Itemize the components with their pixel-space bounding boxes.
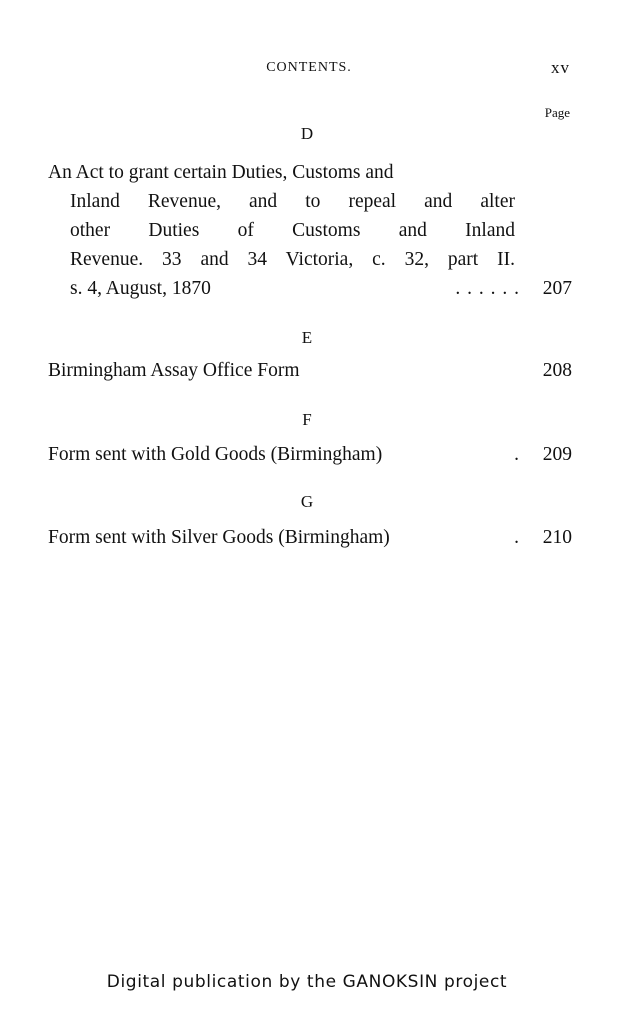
running-title: CONTENTS. bbox=[266, 60, 352, 75]
toc-entry-row bbox=[48, 440, 572, 469]
roman-page-number: xv bbox=[551, 58, 570, 77]
toc-entry-line: An Act to grant certain Duties, Customs and bbox=[48, 162, 394, 183]
toc-entry-line: s. 4, August, 1870 bbox=[70, 278, 211, 299]
dot-leader: . bbox=[514, 444, 520, 465]
dot-leader: . . . . . . bbox=[455, 278, 520, 299]
toc-entry-line: Revenue. 33 and 34 Victoria, c. 32, part II. bbox=[70, 249, 515, 270]
section-letter-g: G bbox=[300, 492, 314, 511]
toc-entry-line: other Duties of Customs and Inland bbox=[70, 220, 515, 241]
page-number: 207 bbox=[542, 278, 572, 299]
toc-entry-line: Birmingham Assay Office Form bbox=[48, 360, 300, 381]
page-column-label: Page bbox=[544, 105, 570, 120]
toc-entry-last-line bbox=[48, 274, 572, 303]
toc-entry-d bbox=[48, 158, 572, 303]
toc-entry-line: Form sent with Silver Goods (Birmingham) bbox=[48, 527, 390, 548]
running-head bbox=[0, 58, 628, 80]
footer-credit: Digital publication by the GANOKSIN project bbox=[106, 972, 508, 992]
section-letter-e: E bbox=[301, 328, 313, 347]
toc-entry-line: Form sent with Gold Goods (Birmingham) bbox=[48, 444, 383, 465]
toc-entry-row bbox=[48, 523, 572, 552]
toc-entry-row bbox=[48, 356, 572, 385]
section-letter-f: F bbox=[302, 410, 312, 429]
toc-entry-line: Inland Revenue, and to repeal and alter bbox=[70, 191, 515, 212]
toc-entry-f bbox=[48, 440, 572, 469]
page-number: 210 bbox=[542, 527, 572, 548]
page-number: 208 bbox=[542, 360, 572, 381]
section-letter-d: D bbox=[300, 124, 314, 143]
toc-entry-e bbox=[48, 356, 572, 385]
toc-entry-g bbox=[48, 523, 572, 552]
page-number: 209 bbox=[542, 444, 572, 465]
dot-leader: . bbox=[514, 527, 520, 548]
